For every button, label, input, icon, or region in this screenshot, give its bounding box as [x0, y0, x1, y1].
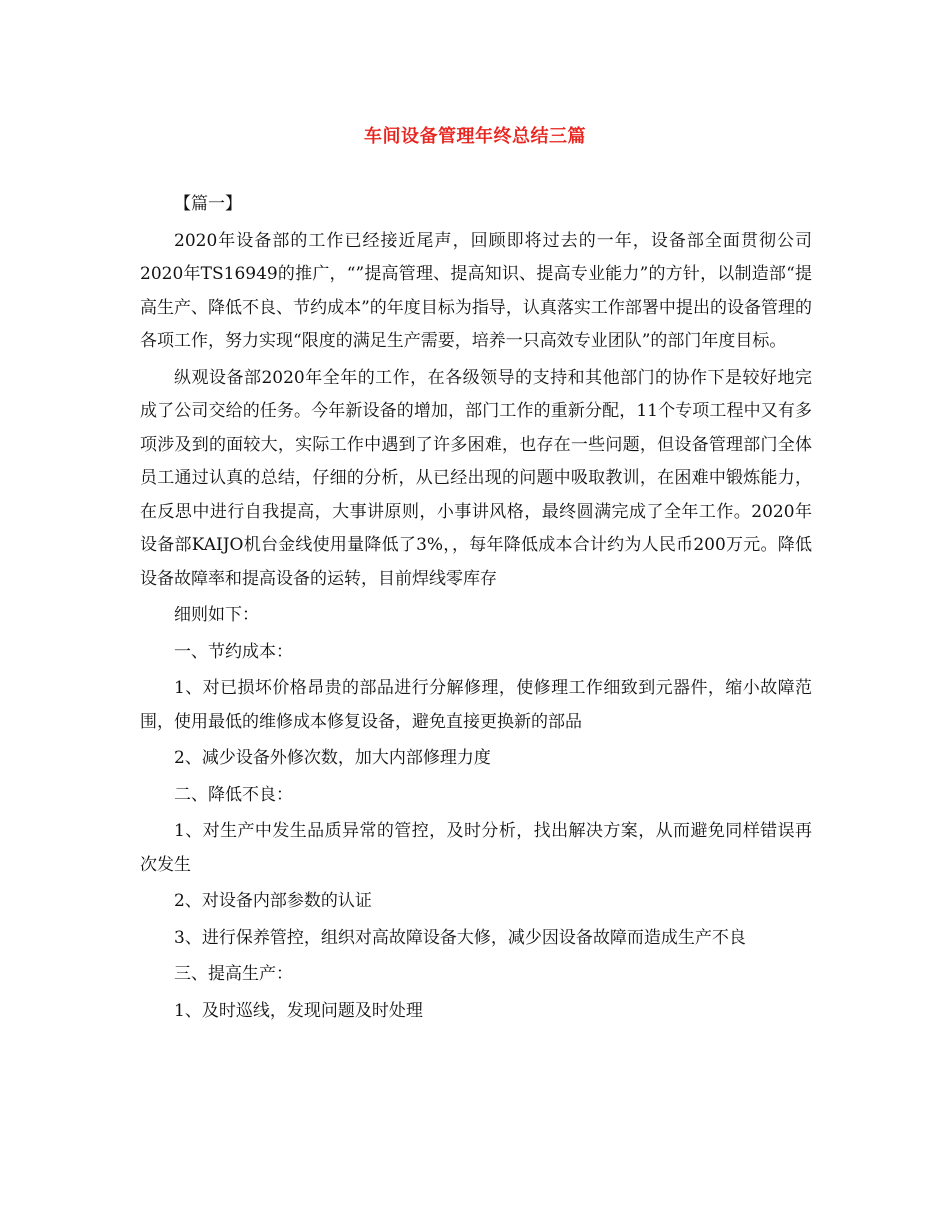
list-item: 3、进行保养管控，组织对高故障设备大修，减少因设备故障而造成生产不良: [174, 927, 746, 948]
list-item: 1、对已损坏价格昂贵的部品进行分解修理，使修理工作细致到元器件，缩小故障范围，使用最低的维修成本修复设备，避免直接更换新的部品: [140, 678, 812, 732]
section-heading: 【篇一】: [174, 194, 242, 214]
paragraph: 2020年设备部的工作已经接近尾声，回顾即将过去的一年，设备部全面贯彻公司2020年TS16949的推广，“”提高管理、提高知识、提高专业能力”的方针，以制造部“提高生产、降低不良、节约成本”的年度目标为指导，认真落实工作部署中提出的设备管理的各项工作，努力实现“限度的满足生产需要，培养一只高效专业团队”的部门年度目标。: [140, 230, 812, 351]
list-item: 2、对设备内部参数的认证: [174, 891, 372, 911]
list-heading: 二、降低不良：: [174, 784, 293, 805]
paragraph: 纵观设备部2020年全年的工作，在各级领导的支持和其他部门的协作下是较好地完成了公司交给的任务。今年新设备的增加，部门工作的重新分配，11个专项工程中又有多项涉及到的面较大，实际工作中遇到了许多困难，也存在一些问题，但设备管理部门全体员工通过认真的总结，仔细的分析，从已经出现的问题中吸取教训，在困难中锻炼能力，在反思中进行自我提高，大事讲原则，小事讲风格，最终圆满完成了全年工作。2020年设备部KAIJO机台金线使用量降低了3%，，每年降低成本合计约为人民币200万元。降低设备故障率和提高设备的运转，目前焊线零库存: [140, 367, 812, 589]
list-item: 1、及时巡线，发现问题及时处理: [174, 1000, 423, 1021]
list-heading: 三、提高生产：: [174, 964, 293, 984]
list-heading: 一、节约成本：: [174, 641, 293, 662]
paragraph: 细则如下：: [174, 605, 259, 625]
list-item: 1、对生产中发生品质异常的管控，及时分析，找出解决方案，从而避免同样错误再次发生: [140, 821, 812, 875]
list-item: 2、减少设备外修次数，加大内部修理力度: [174, 748, 491, 768]
document-body: [140, 188, 812, 1028]
document-title: 车间设备管理年终总结三篇: [364, 126, 586, 147]
